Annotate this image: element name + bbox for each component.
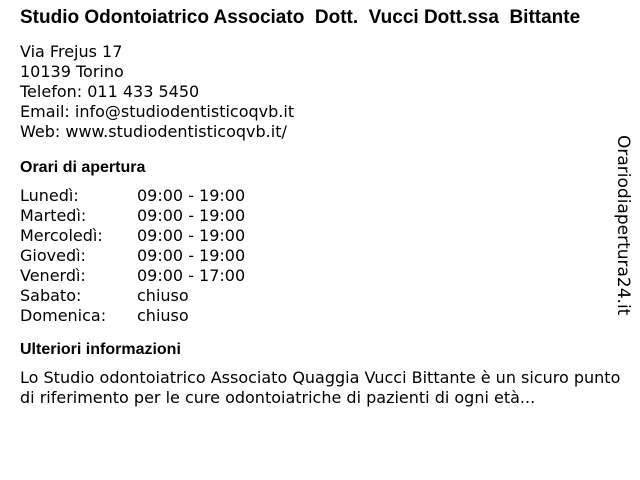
hours-day: Sabato: [20, 286, 82, 305]
hours-row-monday [20, 186, 620, 206]
hours-row-sunday [20, 306, 620, 326]
hours-row-tuesday [20, 206, 620, 226]
site-watermark-label: Orariodiapertura24.it [613, 135, 633, 316]
hours-time: 09:00 - 19:00 [137, 186, 246, 205]
hours-day: Martedì: [20, 206, 87, 225]
phone-number: Telefon: 011 433 5450 [20, 82, 200, 101]
hours-day: Lunedì: [20, 186, 79, 205]
hours-day: Venerdì: [20, 266, 86, 285]
hours-day: Mercoledì: [20, 226, 103, 245]
hours-row-saturday [20, 286, 620, 306]
hours-day: Domenica: [20, 306, 107, 325]
hours-row-friday [20, 266, 620, 286]
hours-time: chiuso [137, 286, 189, 305]
hours-day: Giovedì: [20, 246, 86, 265]
hours-time: chiuso [137, 306, 189, 325]
city-postal-code: 10139 Torino [20, 62, 124, 81]
hours-row-wednesday [20, 226, 620, 246]
email-address: Email: info@studiodentisticoqvb.it [20, 102, 295, 121]
business-name: Studio Odontoiatrico Associato Dott. Vucci Dott.ssa Bittante [20, 7, 581, 28]
hours-time: 09:00 - 19:00 [137, 246, 246, 265]
hours-time: 09:00 - 19:00 [137, 226, 246, 245]
website-address: Web: www.studiodentisticoqvb.it/ [20, 122, 287, 141]
business-card [20, 8, 620, 408]
address-block [20, 42, 620, 142]
hours-time: 09:00 - 17:00 [137, 266, 246, 285]
additional-info-heading: Ulteriori informazioni [20, 341, 181, 358]
street-address: Via Frejus 17 [20, 42, 123, 61]
opening-hours-table [20, 186, 620, 326]
additional-info-text: Lo Studio odontoiatrico Associato Quaggia Vucci Bittante è un sicuro punto di riferimento per le cure odontoiatriche di pazienti di ogni età... [20, 368, 621, 407]
hours-row-thursday [20, 246, 620, 266]
opening-hours-heading: Orari di apertura [20, 159, 146, 176]
hours-time: 09:00 - 19:00 [137, 206, 246, 225]
